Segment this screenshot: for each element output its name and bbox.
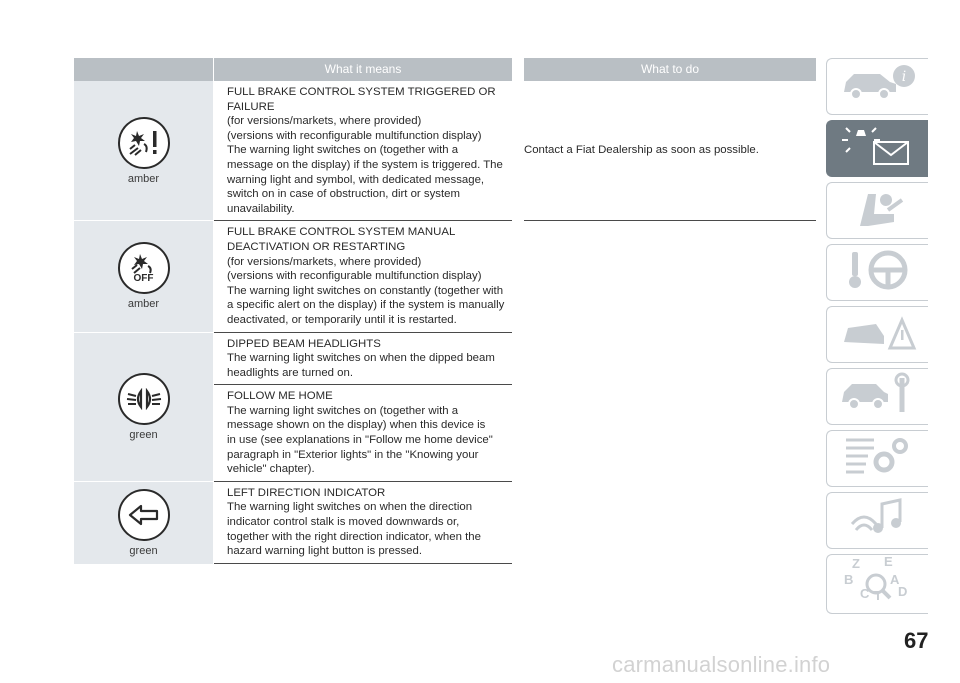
tab-safety[interactable] bbox=[826, 182, 928, 239]
meaning-line: together with the right direction indicator, when the bbox=[227, 530, 481, 543]
tab-servicing[interactable] bbox=[826, 368, 928, 425]
meaning-line: FULL BRAKE CONTROL SYSTEM TRIGGERED OR bbox=[227, 86, 496, 98]
warning-icon-cell bbox=[74, 482, 213, 564]
chapter-tabs bbox=[826, 58, 928, 619]
meaning-line: deactivated, or temporarily until it is restarted. bbox=[227, 313, 457, 326]
svg-text:A: A bbox=[889, 571, 899, 587]
warning-color-label: amber bbox=[127, 172, 160, 185]
meaning-line: in use (see explanations in "Follow me home device" bbox=[227, 434, 493, 447]
action-cell bbox=[524, 333, 816, 482]
table-row bbox=[74, 482, 816, 564]
tab-technical-data[interactable] bbox=[826, 430, 928, 487]
dipped-beam-icon bbox=[118, 373, 170, 425]
meaning-line: vehicle" chapter). bbox=[227, 463, 315, 476]
svg-text:Z: Z bbox=[851, 555, 860, 571]
warning-icon-cell bbox=[74, 81, 213, 221]
page-number: 67 bbox=[904, 628, 929, 653]
airbag-seat-icon bbox=[838, 186, 918, 235]
warning-color-label: green bbox=[129, 428, 158, 441]
action-text: Contact a Fiat Dealership as soon as possible. bbox=[524, 144, 759, 157]
meaning-entry bbox=[214, 221, 512, 332]
meaning-line: LEFT DIRECTION INDICATOR bbox=[227, 486, 386, 499]
meaning-line: (versions with reconfigurable multifunction display) bbox=[227, 129, 482, 142]
action-cell bbox=[524, 221, 816, 332]
meaning-line: paragraph in "Exterior lights" in the "Knowing your bbox=[227, 448, 479, 461]
meaning-line: DEACTIVATION OR RESTARTING bbox=[227, 240, 406, 253]
meaning-line: indicator control stalk is moved downwards or, bbox=[227, 516, 460, 529]
svg-text:D: D bbox=[897, 583, 907, 599]
meaning-entry bbox=[214, 333, 512, 386]
meaning-cell bbox=[214, 221, 512, 332]
meaning-line: message on the display) if the system is triggered. The bbox=[227, 158, 503, 171]
brake-collision-warning-icon bbox=[118, 117, 170, 169]
header-what-to-do: What to do bbox=[524, 58, 816, 81]
tab-knowing-your-car[interactable] bbox=[826, 58, 928, 115]
icon-off-text: OFF bbox=[133, 272, 154, 284]
meaning-line: FAILURE bbox=[227, 100, 275, 113]
warning-color-label: green bbox=[129, 544, 158, 557]
left-direction-indicator-icon bbox=[118, 489, 170, 541]
key-steering-wheel-icon bbox=[838, 248, 918, 297]
meaning-line: The warning light switches on constantly (together with bbox=[227, 284, 504, 297]
table-row bbox=[74, 333, 816, 482]
table-row bbox=[74, 221, 816, 332]
specs-gear-icon bbox=[838, 434, 918, 483]
warning-color-label: amber bbox=[127, 298, 160, 311]
warning-lights-table bbox=[74, 58, 816, 564]
watermark: carmanualsonline.info bbox=[612, 652, 831, 677]
svg-text:i: i bbox=[901, 69, 906, 85]
warning-icon-cell bbox=[74, 333, 213, 482]
warning-lights-message-icon bbox=[838, 124, 918, 173]
meaning-line: The warning light switches on when the direction bbox=[227, 501, 473, 514]
alphabet-index-icon bbox=[838, 554, 918, 615]
svg-text:E: E bbox=[883, 553, 893, 569]
car-wrench-icon bbox=[838, 372, 918, 421]
meaning-line: DIPPED BEAM HEADLIGHTS bbox=[227, 337, 381, 350]
tab-emergency[interactable] bbox=[826, 306, 928, 363]
meaning-line: headlights are turned on. bbox=[227, 366, 354, 379]
table-header bbox=[74, 58, 816, 81]
car-info-icon bbox=[838, 62, 918, 111]
tab-warning-lights[interactable] bbox=[826, 120, 928, 177]
meaning-line: (for versions/markets, where provided) bbox=[227, 115, 422, 128]
meaning-entry bbox=[214, 81, 512, 221]
svg-text:C: C bbox=[859, 585, 869, 601]
meaning-entry bbox=[214, 385, 512, 482]
meaning-line: The warning light switches on when the dipped beam bbox=[227, 352, 495, 365]
meaning-line: a specific alert on the display) if the system is manually bbox=[227, 299, 505, 312]
tab-starting-driving[interactable] bbox=[826, 244, 928, 301]
tab-index[interactable] bbox=[826, 554, 928, 614]
meaning-line: (versions with reconfigurable multifunction display) bbox=[227, 270, 482, 283]
meaning-line: unavailability. bbox=[227, 202, 295, 215]
brake-control-off-icon bbox=[118, 242, 170, 294]
car-hazard-icon bbox=[838, 310, 918, 359]
meaning-line: The warning light switches on (together with a bbox=[227, 144, 459, 157]
meaning-line: The warning light switches on (together with a bbox=[227, 404, 459, 417]
table-row bbox=[74, 81, 816, 221]
meaning-cell bbox=[214, 81, 512, 221]
meaning-cell bbox=[214, 333, 512, 482]
meaning-line: message shown on the display) when this device is bbox=[227, 419, 486, 432]
header-icon-column bbox=[74, 58, 213, 81]
action-cell bbox=[524, 81, 816, 221]
multimedia-music-icon bbox=[838, 496, 918, 545]
tab-multimedia[interactable] bbox=[826, 492, 928, 549]
meaning-line: hazard warning light button is pressed. bbox=[227, 545, 423, 558]
meaning-cell bbox=[214, 482, 512, 564]
meaning-entry bbox=[214, 482, 512, 564]
meaning-line: FOLLOW ME HOME bbox=[227, 390, 333, 403]
meaning-line: warning light and symbol, with dedicated message, bbox=[227, 173, 485, 186]
warning-icon-cell bbox=[74, 221, 213, 332]
meaning-line: FULL BRAKE CONTROL SYSTEM MANUAL bbox=[227, 226, 456, 239]
header-what-it-means: What it means bbox=[214, 58, 512, 81]
table-body bbox=[74, 81, 816, 564]
meaning-line: (for versions/markets, where provided) bbox=[227, 255, 422, 268]
svg-text:B: B bbox=[843, 571, 853, 587]
action-cell bbox=[524, 482, 816, 564]
meaning-line: switch on in case of obstruction, dirt or system bbox=[227, 188, 460, 201]
svg-text:T: T bbox=[873, 587, 882, 603]
